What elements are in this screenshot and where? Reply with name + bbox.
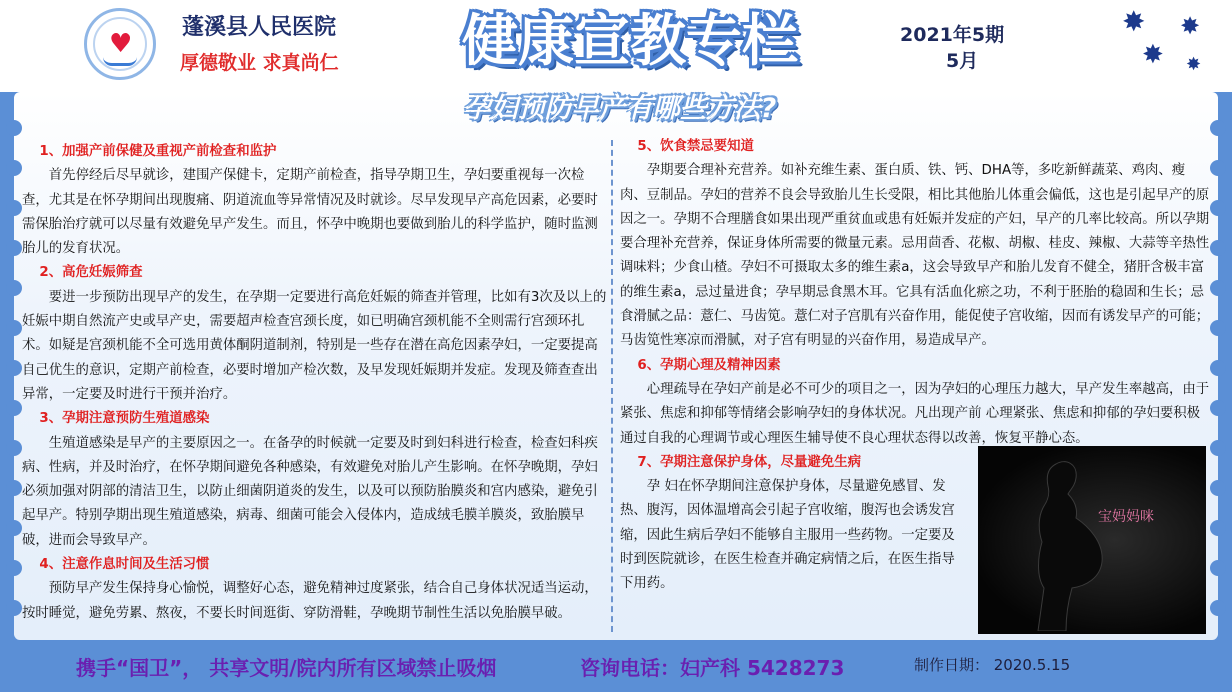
section-heading: 7、孕期注意保护身体，尽量避免生病 [637, 454, 861, 470]
border-scallop [6, 320, 22, 336]
border-scallop [1210, 520, 1226, 536]
border-scallop [6, 520, 22, 536]
section-heading: 4、注意作息时间及生活习惯 [39, 557, 210, 573]
pregnant-woman-photo [978, 446, 1206, 634]
star-icon: ✸ [1122, 5, 1146, 38]
border-scallop [1210, 360, 1226, 376]
border-scallop [1210, 320, 1226, 336]
border-scallop [6, 160, 22, 176]
hospital-motto: 厚德敬业 求真尚仁 [180, 52, 339, 74]
left-column [22, 140, 608, 626]
star-icon: ✸ [1142, 40, 1164, 70]
section-heading: 3、孕期注意预防生殖道感染 [39, 411, 210, 427]
hospital-logo [84, 8, 156, 80]
brand-watermark: 宝妈妈咪 [1098, 509, 1154, 525]
heart-icon: ♥ [109, 29, 133, 59]
border-scallop [6, 360, 22, 376]
border-scallop [6, 440, 22, 456]
silhouette-image [1008, 456, 1128, 631]
section-body: 要进一步预防出现早产的发生，在孕期一定要进行高危妊娠的筛查并管理，比如有3次及以上的妊娠中期自然流产史或早产史，需要超声检查宫颈长度，如已明确宫颈机能不全则需行宫颈环扎术。如疑是宫颈机能不全可选用黄体酮阴道制剂，特别是一些存在潜在高危因素孕妇，一定要提高自己优生的意识，定期产前检查，必要时增加产检次数，及早发现妊娠期并发症。发现及筛查查出异常，一定要及时进行干预并治疗。 [22, 289, 607, 402]
section-heading: 1、加强产前保健及重视产前检查和监护 [39, 144, 277, 159]
border-scallop [1210, 600, 1226, 616]
issue-month: 5月 [946, 50, 979, 72]
border-scallop [6, 240, 22, 256]
section-body: 孕 妇在怀孕期间注意保护身体，尽量避免感冒、发热、腹泻，因体温增高会引起子宫收缩，腹泻也会诱发宫缩，因此生病后孕妇不能够自主服用一些药物。一定要及时到医院就诊，在医生检查并确定病情之后，在医生指导下用药。 [620, 479, 955, 592]
border-scallop [1210, 560, 1226, 576]
section-heading: 5、饮食禁忌要知道 [637, 139, 754, 154]
section-body: 生殖道感染是早产的主要原因之一。在备孕的时候就一定要及时到妇科进行检查，检查妇科疾病、性病，并及时治疗，在怀孕期间避免各种感染，有效避免对胎儿产生影响。在怀孕晚期，孕妇必须加强对阴部的清洁卫生，以防止细菌阴道炎的发生，以及可以预防胎膜炎和宫内感染，避免引起早产。特别孕期出现生殖道感染，病毒、细菌可能会入侵体内，造成绒毛膜羊膜炎，致胎膜早破，进而会导致早产。 [22, 435, 598, 548]
border-scallop [6, 480, 22, 496]
border-scallop [1210, 120, 1226, 136]
consult-phone: 咨询电话：妇产科 5428273 [580, 656, 845, 680]
issue-number: 2021年5期 [900, 24, 1005, 46]
star-icon: ✸ [1180, 12, 1201, 40]
header [0, 0, 1232, 92]
logo-arc [103, 57, 137, 66]
footer-slogan: 携手“国卫”， 共享文明/院内所有区域禁止吸烟 [76, 656, 497, 680]
border-scallop [1210, 280, 1226, 296]
section-body: 心理疏导在孕妇产前是必不可少的项目之一，因为孕妇的心理压力越大，早产发生率越高，由于紧张、焦虑和抑郁等情绪会影响孕妇的身体状况。凡出现产前 心理紧张、焦虑和抑郁的孕妇要积极通过自我的心理调节或心理医生辅导使不良心理状态得以改善，恢复平静心态。 [620, 381, 1210, 446]
star-icon: ✸ [1186, 54, 1202, 75]
border-scallop [6, 120, 22, 136]
border-scallop [1210, 200, 1226, 216]
section-body: 孕期要合理补充营养。如补充维生素、蛋白质、铁、钙、DHA等，多吃新鲜蔬菜、鸡肉、瘦肉、豆制品。孕妇的营养不良会导致胎儿生长受限，相比其他胎儿体重会偏低，这也是引起早产的原因之一。孕期不合理膳食如果出现严重贫血或患有妊娠并发症的产妇，早产的几率比较高。所以孕期要合理补充营养，保证身体所需要的微量元素。忌用茴香、花椒、胡椒、桂皮、辣椒、大蒜等辛热性调味料；少食山楂。孕妇不可摄取太多的维生素a，这会导致早产和胎儿发育不健全，猪肝含极丰富的维生素a，忌过量进食；孕早期忌食黑木耳。它具有活血化瘀之功，不利于胚胎的稳固和生长；忌食滑腻之品：薏仁、马齿笕。薏仁对子宫肌有兴奋作用，能促使子宫收缩，因而有诱发早产的可能；马齿笕性寒凉而滑腻，对子宫有明显的兴奋作用，易造成早产。 [620, 163, 1210, 349]
section-body: 预防早产发生保持身心愉悦，调整好心态，避免精神过度紧张，结合自己身体状况适当运动，按时睡觉，避免劳累、熬夜，不要长时间逛街、穿防滑鞋，孕晚期节制性生活以免胎膜早破。 [22, 581, 598, 621]
page-title: 健康宣教专栏 [462, 9, 798, 74]
border-scallop [6, 600, 22, 616]
hospital-name: 蓬溪县人民医院 [182, 15, 337, 40]
border-scallop [1210, 160, 1226, 176]
column-divider [611, 140, 613, 632]
border-scallop [6, 200, 22, 216]
border-scallop [1210, 480, 1226, 496]
article-title: 孕妇预防早产有哪些方法? [463, 93, 777, 124]
border-scallop [1210, 400, 1226, 416]
production-date: 制作日期： 2020.5.15 [914, 656, 1071, 674]
section-heading: 6、孕期心理及精神因素 [637, 357, 781, 373]
section-heading: 2、高危妊娠筛查 [39, 265, 143, 281]
border-scallop [1210, 440, 1226, 456]
section-body: 首先停经后尽早就诊，建围产保健卡，定期产前检查，指导孕期卫生，孕妇要重视每一次检查，尤其是在怀孕期间出现腹痛、阴道流血等异常情况及时就诊。尽早发现早产高危因素，必要时需保胎治疗就可以尽量有效避免早产发生。而且，怀孕中晚期也要做到胎儿的科学监护，随时监测胎儿的发育状况。 [22, 168, 598, 257]
border-scallop [6, 560, 22, 576]
border-scallop [1210, 240, 1226, 256]
border-scallop [6, 280, 22, 296]
border-scallop [6, 400, 22, 416]
